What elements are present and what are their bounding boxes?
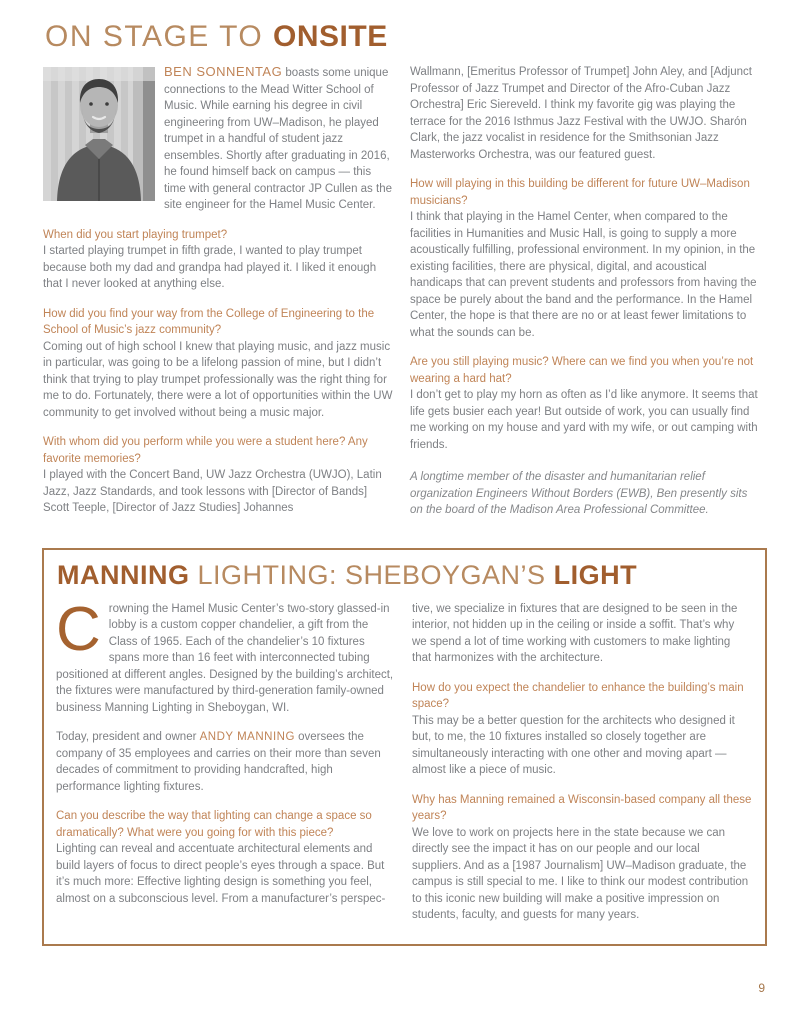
qa-question: When did you start playing trumpet? (43, 228, 228, 241)
qa-answer: This may be a better question for the architects who designed it but, to me, the 10 fixtures installed so closely together are simultaneously interacting with one other and moving apart — almost like a piece of music. (412, 714, 735, 776)
owner-pre-text: Today, president and owner (56, 731, 200, 743)
article2-right-column (412, 601, 752, 937)
article2-title-light: LIGHTING: SHEBOYGAN’S (189, 559, 554, 590)
article1-lead-paragraph (43, 64, 394, 214)
article1-title-light: ON STAGE TO (45, 20, 274, 53)
owner-name: ANDY MANNING (199, 731, 295, 743)
article2-lead-paragraph (56, 594, 396, 717)
qa-question: Can you describe the way that lighting can change a space so dramatically? What were you going for with this piece? (56, 810, 372, 839)
qa-question: How did you find your way from the College of Engineering to the School of Music’s jazz community? (43, 307, 375, 336)
qa-question: How will playing in this building be different for future UW–Madison musicians? (410, 178, 750, 207)
article2-left-column (56, 594, 396, 937)
article2-continuation-paragraph: tive, we specialize in fixtures that are designed to be seen in the interior, not hidden up in the ceiling or inside a soffit. That’s why we spend a lot of time working with customers to make lighting that harmonizes with the architecture. (412, 602, 738, 664)
article2-title-bold1: MANNING (57, 559, 190, 590)
qa-answer: Coming out of high school I knew that playing music, and jazz music in particular, was going to be a lifelong passion of mine, but I didn’t think that trying to play trumpet professionally was the right thing for me to do. Fortunately, there were a lot of opportunities within the UW community to get involved without being a music major. (43, 340, 393, 419)
qa-question: How do you expect the chandelier to enhance the building’s main space? (412, 681, 744, 710)
article2-title-bold2: LIGHT (553, 559, 638, 590)
article-manning-lighting (42, 548, 767, 946)
ben-sonnentag-portrait-photo (43, 67, 155, 201)
article2-lead-text: rowning the Hamel Music Center’s two-story glassed-in lobby is a custom copper chandelier, a gift from the Class of 1965. Each of the chandelier’s 10 fixtures spans more than 16 feet with interconnected tubing positioned at different angles. Designed by the building’s architect, the fixtures were manufactured by third-generation family-owned business Manning Lighting in Sheboygan, WI. (56, 602, 394, 714)
article1-right-column (410, 64, 761, 532)
qa-answer: I started playing trumpet in fifth grade, I wanted to play trumpet because both my dad and grandpa had played it. I liked it enough that I never looked at anything else. (43, 245, 377, 290)
article1-title (45, 20, 761, 54)
qa-answer: I think that playing in the Hamel Center, when compared to the facilities in Humanities and Music Hall, is going to supply a more acoustically fulfilling, professional environment. In my opinion, in the existing facilities, there are physical, digital, and acoustical handicaps that can prevent students and professors from having the space be purely about the band and the performance. In the Hamel Center, the hope is that there are no or at least fewer limitations to what the sounds can be. (410, 211, 757, 339)
qa-question: Why has Manning remained a Wisconsin-based company all these years? (412, 793, 752, 822)
lead-text: boasts some unique connections to the Mead Witter School of Music. While earning his degree in civil engineering from UW–Madison, he played trumpet in a handful of student jazz ensembles. Shortly after graduating in 2016, he found himself back on campus — this time with general contractor JP Cullen as the site engineer for the Hamel Music Center. (164, 67, 392, 211)
dropcap-letter: C (56, 594, 101, 664)
qa-answer: We love to work on projects here in the state because we can directly see the impact it has on our people and our local suppliers. And as a [1987 Journalism] UW–Madison graduate, the campus is still special to me. I like to think our modest contribution to this iconic new building will make a positive impression on students, faculty, and guests for many years. (412, 826, 749, 921)
qa-answer: Lighting can reveal and accentuate architectural elements and build layers of focus to direct people’s eyes through a space. But it’s much more: Effective lighting design is something you feel, almost on a subconscious level. From a manufacturer’s perspec- (56, 843, 386, 905)
qa-question: With whom did you perform while you were a student here? Any favorite memories? (43, 436, 368, 465)
qa-question: Are you still playing music? Where can we find you when you’re not wearing a hard hat? (410, 356, 754, 385)
article1-continuation-paragraph: Wallmann, [Emeritus Professor of Trumpet] John Aley, and [Adjunct Professor of Jazz Trumpet and Director of the Afro-Cuban Jazz Orchestra] Eric Siereveld. I think my favorite gig was playing the terrace for the 2016 Isthmus Jazz Festival with the UWJO. Sharón Clark, the jazz vocalist in residence for the Smithsonian Jazz Masterworks Orchestra, was our featured guest. (410, 66, 752, 161)
article2-title (57, 560, 753, 591)
article2-owner-paragraph (56, 729, 396, 795)
owner-post-text: oversees the company of 35 employees and carries on their more than seven decades of commitment to providing handcrafted, high performance lighting fixtures. (56, 731, 381, 793)
article1-left-column (43, 64, 394, 532)
article1-title-bold: ONSITE (273, 20, 388, 53)
qa-answer: I played with the Concert Band, UW Jazz Orchestra (UWJO), Latin Jazz, Jazz Standards, and took lessons with [Director of Bands] Scott Teeple, [Director of Jazz Studies] Johannes (43, 469, 382, 514)
closing-note: A longtime member of the disaster and humanitarian relief organization Engineers Without Borders (EWB), Ben presently sits on the board of the Madison Area Professional Committee. (410, 471, 748, 516)
page-number: 9 (758, 981, 765, 995)
lead-person-name: BEN SONNENTAG (164, 64, 283, 79)
qa-answer: I don’t get to play my horn as often as I’d like anymore. It seems that life gets busier each year! But outside of work, you can usually find me working on my house and yard with my wife, or out camping with friends. (410, 389, 758, 451)
